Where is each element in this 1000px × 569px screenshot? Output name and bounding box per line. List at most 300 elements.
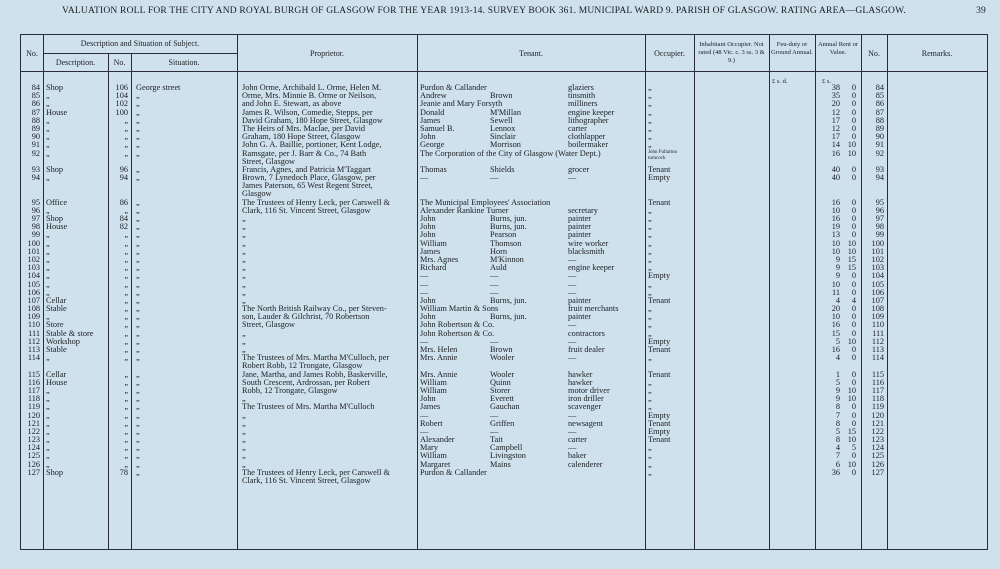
row-tenant-first: — — [420, 173, 429, 183]
row-occupier: „ — [648, 123, 652, 133]
table-row — [20, 272, 988, 280]
row-rent-shillings: 0 — [851, 197, 856, 207]
row-number-repeat: 114 — [871, 353, 884, 363]
row-situation: „ — [136, 99, 140, 109]
row-rent-pounds: 5 — [835, 336, 840, 346]
row-rent-shillings: 0 — [851, 451, 856, 461]
row-street-number: „ — [124, 140, 128, 150]
row-tenant-first: — — [420, 426, 429, 436]
row-tenant-trade: blacksmith — [568, 246, 605, 256]
row-street-number: „ — [124, 263, 128, 273]
row-description: „ — [46, 385, 50, 395]
row-description: „ — [46, 115, 50, 125]
row-rent-pounds: 20 — [831, 99, 840, 109]
row-description: „ — [46, 435, 50, 445]
row-rent-pounds: 11 — [832, 287, 840, 297]
row-proprietor: „ — [242, 287, 246, 297]
row-tenant-surname: Livingston — [490, 451, 526, 461]
row-situation: „ — [136, 467, 140, 477]
row-tenant-surname: Thomson — [490, 238, 522, 248]
row-tenant-surname: — — [490, 271, 499, 281]
row-rent-pounds: 10 — [831, 238, 840, 248]
row-description: Stable & store — [46, 328, 94, 338]
row-number: 101 — [27, 246, 40, 256]
row-street-number: „ — [124, 238, 128, 248]
row-tenant-surname: Burns, jun. — [490, 214, 527, 223]
page-number: 39 — [976, 6, 986, 16]
row-tenant-first: Jeanie and Mary Forsyth — [420, 99, 503, 109]
row-tenant-first: John Robertson & Co. — [420, 328, 495, 338]
row-tenant-trade: wire worker — [568, 238, 609, 248]
row-rent-pounds: 10 — [831, 312, 840, 322]
row-situation: „ — [136, 328, 140, 338]
row-rent-shillings: 0 — [851, 377, 856, 387]
row-occupier: „ — [648, 451, 652, 461]
row-number: 87 — [31, 107, 40, 117]
row-occupier: Tenant — [648, 435, 671, 445]
row-tenant-trade: fruit merchants — [568, 304, 619, 314]
row-occupier: „ — [648, 91, 652, 101]
row-proprietor: Street, Glasgow — [242, 320, 295, 330]
row-tenant-surname: Brown — [490, 91, 513, 101]
row-rent-shillings: 15 — [847, 263, 856, 273]
row-occupier: „ — [648, 459, 652, 469]
row-description: „ — [46, 451, 50, 461]
row-number-repeat: 106 — [871, 287, 884, 297]
row-tenant-trade: baker — [568, 451, 587, 461]
row-tenant-first: William Martin & Sons — [420, 304, 499, 314]
row-number-repeat: 96 — [875, 205, 884, 215]
row-tenant-trade: — — [568, 353, 577, 363]
row-rent-shillings: 10 — [847, 459, 856, 469]
row-street-number: „ — [124, 385, 128, 395]
row-number: 122 — [27, 426, 40, 436]
row-street-number: „ — [124, 394, 128, 404]
row-tenant-trade: — — [568, 336, 577, 346]
row-tenant-trade: painter — [568, 295, 592, 305]
table-row — [20, 477, 988, 485]
row-description: „ — [46, 394, 50, 404]
row-tenant-surname: Everett — [490, 394, 514, 404]
row-number: 106 — [27, 287, 40, 297]
row-proprietor: Clark, 116 St. Vincent Street, Glasgow — [242, 205, 371, 215]
row-description: „ — [46, 91, 50, 101]
row-tenant-surname: Burns, jun. — [490, 222, 527, 232]
row-occupier: „ — [648, 83, 652, 92]
row-proprietor: „ — [242, 394, 246, 404]
row-tenant-trade: painter — [568, 214, 592, 223]
row-tenant-first: John — [420, 312, 436, 322]
row-occupier: „ — [648, 214, 652, 223]
row-occupier: „ — [648, 402, 652, 412]
row-number: 95 — [31, 197, 40, 207]
row-description: „ — [46, 230, 50, 240]
row-tenant-surname: Morrison — [490, 140, 521, 150]
row-proprietor: Robert Robb, 12 Trongate, Glasgow — [242, 361, 363, 371]
row-number: 100 — [27, 238, 40, 248]
row-number: 90 — [31, 132, 40, 142]
row-proprietor: „ — [242, 214, 246, 223]
row-street-number: 102 — [115, 99, 128, 109]
row-number-repeat: 120 — [871, 410, 884, 420]
row-number: 94 — [31, 173, 40, 183]
row-tenant-first: John Robertson & Co. — [420, 320, 495, 330]
table-row — [20, 264, 988, 272]
row-rent-pounds: 17 — [831, 115, 840, 125]
row-rent-shillings: 0 — [851, 271, 856, 281]
row-rent-shillings: 10 — [847, 385, 856, 395]
row-tenant-surname: Burns, jun. — [490, 312, 527, 322]
row-description: „ — [46, 99, 50, 109]
row-rent-pounds: 20 — [831, 304, 840, 314]
row-occupier: „ — [648, 377, 652, 387]
row-rent-shillings: 10 — [847, 336, 856, 346]
row-situation: „ — [136, 435, 140, 445]
row-situation: „ — [136, 205, 140, 215]
table-row — [20, 182, 988, 190]
row-tenant-first: Purdon & Callander — [420, 83, 487, 92]
row-occupier: „ — [648, 279, 652, 289]
row-number: 108 — [27, 304, 40, 314]
row-rent-shillings: 0 — [851, 287, 856, 297]
row-tenant-trade: — — [568, 271, 577, 281]
row-number-repeat: 117 — [871, 385, 884, 395]
row-rent-shillings: 5 — [851, 443, 856, 453]
row-street-number: 104 — [115, 91, 128, 101]
row-street-number: „ — [124, 320, 128, 330]
row-rent-shillings: 0 — [851, 123, 856, 133]
row-street-number: 82 — [119, 222, 128, 232]
row-street-number: „ — [124, 435, 128, 445]
row-number: 120 — [27, 410, 40, 420]
row-situation: „ — [136, 459, 140, 469]
row-tenant-surname: Campbell — [490, 443, 523, 453]
row-tenant-first: John — [420, 214, 436, 223]
row-description: „ — [46, 312, 50, 322]
row-rent-pounds: 6 — [835, 459, 840, 469]
row-number: 105 — [27, 279, 40, 289]
row-tenant-first: — — [420, 336, 429, 346]
row-description: „ — [46, 353, 50, 363]
row-tenant-trade: contractors — [568, 328, 605, 338]
row-street-number: 100 — [115, 107, 128, 117]
row-street-number: 86 — [119, 197, 128, 207]
row-proprietor: „ — [242, 410, 246, 420]
row-situation: „ — [136, 336, 140, 346]
row-number: 118 — [27, 394, 40, 404]
row-rent-pounds: 8 — [835, 418, 840, 428]
row-tenant-trade: calenderer — [568, 459, 603, 469]
row-tenant-first: George — [420, 140, 445, 150]
row-tenant-first: John — [420, 230, 436, 240]
row-number-repeat: 104 — [871, 271, 884, 281]
row-number-repeat: 116 — [871, 377, 884, 387]
row-description: „ — [46, 238, 50, 248]
row-street-number: „ — [124, 246, 128, 256]
row-description: „ — [46, 410, 50, 420]
row-street-number: „ — [124, 345, 128, 354]
row-tenant-surname: Lennox — [490, 123, 516, 133]
row-occupier: Tenant — [648, 369, 671, 379]
row-number-repeat: 100 — [871, 238, 884, 248]
table-row — [20, 330, 988, 338]
row-description: Shop — [46, 83, 64, 92]
rent-units: £ s. — [822, 78, 832, 85]
table-row — [20, 321, 988, 329]
row-tenant-first: Purdon & Callander — [420, 467, 487, 477]
row-number-repeat: 112 — [871, 336, 884, 346]
row-rent-pounds: 10 — [831, 279, 840, 289]
row-proprietor: Graham, 180 Hope Street, Glasgow — [242, 132, 361, 142]
row-number: 114 — [27, 353, 40, 363]
roll-title: VALUATION ROLL FOR THE CITY AND ROYAL BURGH OF GLASGOW FOR THE YEAR 1913-14. SURVEY BOOK 361. MUNICIPAL WARD 9. PARISH OF GLASGOW. RATING AREA—GLASGOW. — [62, 6, 906, 16]
row-rent-pounds: 16 — [831, 148, 840, 158]
row-rent-pounds: 1 — [835, 369, 840, 379]
row-street-number: 96 — [119, 164, 128, 174]
row-occupier: Tenant — [648, 345, 671, 354]
row-tenant-trade: — — [568, 279, 577, 289]
row-proprietor: „ — [242, 254, 246, 264]
row-rent-pounds: 35 — [831, 91, 840, 101]
row-number-repeat: 103 — [871, 263, 884, 273]
row-number: 93 — [31, 164, 40, 174]
row-street-number: „ — [124, 304, 128, 314]
table-row — [20, 420, 988, 428]
row-tenant-first: James — [420, 115, 441, 125]
row-rent-shillings: 0 — [851, 107, 856, 117]
row-rent-shillings: 10 — [847, 394, 856, 404]
row-situation: „ — [136, 312, 140, 322]
row-rent-shillings: 15 — [847, 254, 856, 264]
row-situation: „ — [136, 164, 140, 174]
row-number: 121 — [27, 418, 40, 428]
row-number: 125 — [27, 451, 40, 461]
row-number: 124 — [27, 443, 40, 453]
row-description: „ — [46, 279, 50, 289]
row-description: Cellar — [46, 369, 67, 379]
row-rent-pounds: 16 — [831, 197, 840, 207]
table-row — [20, 174, 988, 182]
row-tenant-trade: painter — [568, 230, 592, 240]
row-description: „ — [46, 140, 50, 150]
row-rent-shillings: 0 — [851, 410, 856, 420]
row-description: „ — [46, 287, 50, 297]
row-rent-pounds: 8 — [835, 402, 840, 412]
row-rent-pounds: 40 — [831, 173, 840, 183]
row-street-number: „ — [124, 279, 128, 289]
row-number: 96 — [31, 205, 40, 215]
row-tenant-first: The Corporation of the City of Glasgow (Water Dept.) — [420, 148, 601, 158]
row-proprietor: „ — [242, 263, 246, 273]
row-occupier: „ — [648, 353, 652, 363]
row-number-repeat: 118 — [871, 394, 884, 404]
row-street-number: „ — [124, 287, 128, 297]
col-no2-header: No. — [868, 49, 880, 58]
row-rent-pounds: 9 — [835, 385, 840, 395]
row-situation: „ — [136, 443, 140, 453]
row-rent-pounds: 16 — [831, 345, 840, 354]
row-tenant-first: Richard — [420, 263, 447, 273]
row-rent-shillings: 0 — [851, 304, 856, 314]
row-proprietor: Ramsgate, per J. Barr & Co., 74 Bath — [242, 148, 367, 158]
row-occupier: Tenant — [648, 418, 671, 428]
row-rent-shillings: 10 — [847, 238, 856, 248]
row-proprietor: son, Lauder & Gilchrist, 70 Robertson — [242, 312, 370, 322]
row-rent-shillings: 0 — [851, 369, 856, 379]
row-number: 91 — [31, 140, 40, 150]
row-tenant-surname: Storer — [490, 385, 511, 395]
row-number-repeat: 110 — [871, 320, 884, 330]
row-rent-shillings: 10 — [847, 435, 856, 445]
row-situation: „ — [136, 140, 140, 150]
row-number-repeat: 86 — [875, 99, 884, 109]
row-tenant-surname: Gauchan — [490, 402, 520, 412]
row-situation: „ — [136, 222, 140, 232]
row-tenant-surname: Mains — [490, 459, 511, 469]
row-tenant-trade: engine keeper — [568, 263, 615, 273]
row-situation: „ — [136, 353, 140, 363]
row-rent-shillings: 0 — [851, 345, 856, 354]
row-number-repeat: 94 — [875, 173, 884, 183]
row-number: 88 — [31, 115, 40, 125]
row-rent-pounds: 16 — [831, 214, 840, 223]
row-tenant-trade: lithographer — [568, 115, 609, 125]
row-occupier: Tenant — [648, 164, 671, 174]
row-occupier: Tenant — [648, 295, 671, 305]
row-proprietor: John Orme, Archibald L. Orme, Helen M. — [242, 83, 382, 92]
row-rent-shillings: 0 — [851, 83, 856, 92]
row-description: „ — [46, 443, 50, 453]
row-rent-shillings: 0 — [851, 132, 856, 142]
row-number-repeat: 87 — [875, 107, 884, 117]
row-proprietor: „ — [242, 271, 246, 281]
table-row — [20, 428, 988, 436]
row-tenant-trade: engine keeper — [568, 107, 615, 117]
row-occupier: „ — [648, 132, 652, 142]
row-description: „ — [46, 402, 50, 412]
row-street-number: „ — [124, 328, 128, 338]
row-occupier: „ — [648, 443, 652, 453]
row-number: 98 — [31, 222, 40, 232]
row-number-repeat: 119 — [871, 402, 884, 412]
row-description: Stable — [46, 304, 67, 314]
row-tenant-surname: — — [490, 410, 499, 420]
row-number-repeat: 95 — [875, 197, 884, 207]
row-street-number: „ — [124, 443, 128, 453]
row-description: House — [46, 377, 68, 387]
row-occupier: Empty — [648, 173, 671, 183]
row-proprietor: „ — [242, 418, 246, 428]
row-number-repeat: 121 — [871, 418, 884, 428]
row-description: „ — [46, 132, 50, 142]
row-street-number: „ — [124, 353, 128, 363]
row-proprietor: „ — [242, 246, 246, 256]
row-number-repeat: 92 — [875, 148, 884, 158]
row-tenant-trade: grocer — [568, 164, 590, 174]
row-number: 116 — [27, 377, 40, 387]
row-rent-shillings: 15 — [847, 426, 856, 436]
row-number: 110 — [27, 320, 40, 330]
row-tenant-trade: painter — [568, 312, 592, 322]
row-tenant-trade: — — [568, 254, 577, 264]
row-description: Cellar — [46, 295, 67, 305]
row-proprietor: „ — [242, 435, 246, 445]
row-situation: „ — [136, 369, 140, 379]
row-rent-pounds: 10 — [831, 246, 840, 256]
row-tenant-trade: — — [568, 287, 577, 297]
row-tenant-surname: Horn — [490, 246, 508, 256]
row-occupier: „ — [648, 263, 652, 273]
row-rent-shillings: 4 — [851, 295, 856, 305]
row-tenant-first: James — [420, 402, 441, 412]
row-rent-shillings: 0 — [851, 402, 856, 412]
row-proprietor: „ — [242, 459, 246, 469]
row-tenant-first: Robert — [420, 418, 443, 428]
row-tenant-first: The Municipal Employees' Association — [420, 197, 551, 207]
row-tenant-trade: motor driver — [568, 385, 610, 395]
row-occupier: „ — [648, 287, 652, 297]
row-tenant-surname: Sewell — [490, 115, 513, 125]
row-proprietor: The North British Railway Co., per Steven- — [242, 304, 387, 314]
row-rent-shillings: 0 — [851, 279, 856, 289]
row-rent-pounds: 40 — [831, 164, 840, 174]
row-rent-shillings: 0 — [851, 173, 856, 183]
row-proprietor: James Paterson, 65 West Regent Street, — [242, 181, 373, 191]
row-description: „ — [46, 418, 50, 428]
row-description: „ — [46, 148, 50, 158]
row-tenant-trade: painter — [568, 222, 592, 232]
row-number: 84 — [31, 83, 40, 92]
row-occupier: „ — [648, 99, 652, 109]
row-rent-pounds: 8 — [835, 435, 840, 445]
row-occupier: „ — [648, 304, 652, 314]
table-row — [20, 92, 988, 100]
row-situation: „ — [136, 304, 140, 314]
page-header — [0, 6, 1000, 20]
row-proprietor: „ — [242, 238, 246, 248]
row-proprietor: „ — [242, 230, 246, 240]
row-tenant-first: Mrs. Annie — [420, 353, 458, 363]
row-proprietor: The Heirs of Mrs. Maclae, per David — [242, 123, 366, 133]
row-proprietor: „ — [242, 345, 246, 354]
row-tenant-surname: Quinn — [490, 377, 511, 387]
row-street-number: „ — [124, 426, 128, 436]
row-number-repeat: 99 — [875, 230, 884, 240]
row-occupier: „ — [648, 238, 652, 248]
row-proprietor: David Graham, 180 Hope Street, Glasgow — [242, 115, 383, 125]
row-occupier: Empty — [648, 410, 671, 420]
row-tenant-surname: — — [490, 173, 499, 183]
row-number: 117 — [27, 385, 40, 395]
row-tenant-first: Mary — [420, 443, 438, 453]
row-occupier: „ — [648, 394, 652, 404]
row-situation: „ — [136, 107, 140, 117]
row-number: 107 — [27, 295, 40, 305]
row-number-repeat: 122 — [871, 426, 884, 436]
row-street-number: „ — [124, 402, 128, 412]
row-tenant-first: Mrs. Agnes — [420, 254, 459, 264]
table-row — [20, 461, 988, 469]
row-tenant-trade: — — [568, 173, 577, 183]
row-tenant-trade: iron driller — [568, 394, 604, 404]
row-street-number: 84 — [119, 214, 128, 223]
row-proprietor: „ — [242, 328, 246, 338]
row-tenant-surname: Brown — [490, 345, 513, 354]
row-occupier: Tenant — [648, 197, 671, 207]
row-number: 99 — [31, 230, 40, 240]
row-tenant-surname: M'Kinnon — [490, 254, 524, 264]
row-number-repeat: 108 — [871, 304, 884, 314]
